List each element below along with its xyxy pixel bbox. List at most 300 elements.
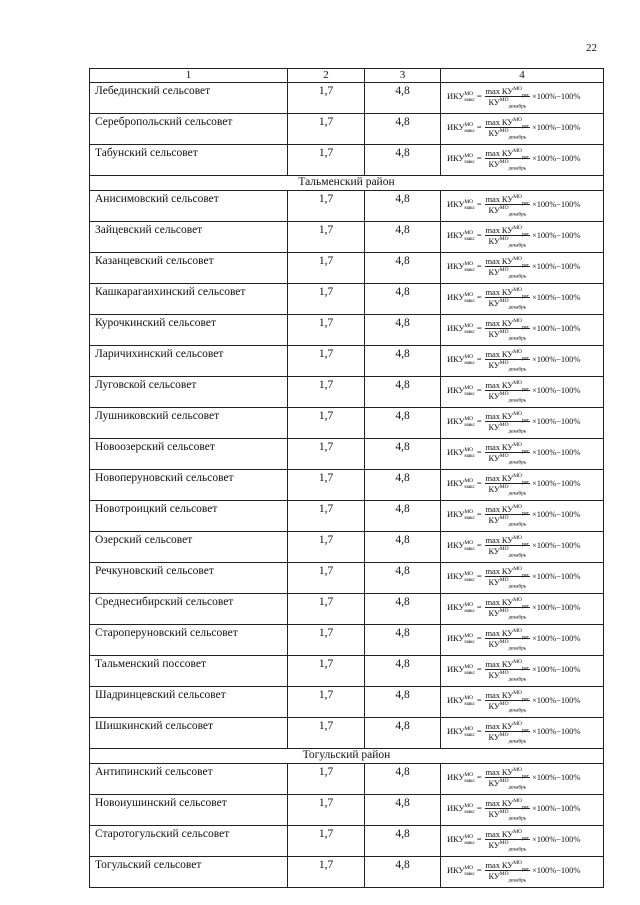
formula-numerator [485, 566, 531, 577]
formula-numerator-sup: МО [513, 318, 522, 325]
formula-lhs-sub: макс [464, 607, 475, 614]
formula-equals: = [476, 447, 482, 457]
settlement-name: Табунский сельсовет [90, 145, 288, 176]
formula-lhs [447, 663, 475, 676]
formula-lhs-sub: макс [464, 545, 475, 552]
value-col-3: 4,8 [365, 718, 441, 749]
formula-lhs [447, 152, 475, 165]
formula-tail: ×100%−100% [532, 834, 581, 844]
table-row [90, 315, 604, 346]
formula-lhs-text: ИКУ [447, 602, 465, 612]
formula-fraction [485, 628, 531, 652]
formula-equals: = [476, 323, 482, 333]
formula-numerator [485, 318, 531, 329]
formula-lhs [447, 353, 475, 366]
formula-lhs-text: ИКУ [447, 153, 465, 163]
value-col-3: 4,8 [365, 83, 441, 114]
formula-denominator-sub: декабрь [508, 846, 527, 853]
settlement-name: Шишкинский сельсовет [90, 718, 288, 749]
formula-denominator [487, 732, 527, 745]
formula-lhs-sup: МО [464, 415, 474, 422]
value-col-2: 1,7 [288, 408, 365, 439]
formula-lhs-sup: МО [464, 90, 474, 97]
formula-numerator-sub: рег [521, 355, 530, 362]
formula [447, 625, 603, 652]
formula-denominator-sub: декабрь [508, 459, 527, 466]
formula-lhs-sub: макс [464, 731, 475, 738]
formula-lhs-text: ИКУ [447, 199, 465, 209]
value-col-2: 1,7 [288, 191, 365, 222]
formula-cell [441, 687, 604, 718]
value-col-3: 4,8 [365, 501, 441, 532]
value-col-2: 1,7 [288, 253, 365, 284]
formula-denominator-sup: МО [499, 732, 509, 739]
value-col-2: 1,7 [288, 795, 365, 826]
formula-numerator [485, 829, 531, 840]
formula-lhs-sub: макс [464, 638, 475, 645]
formula-lhs-scripts [464, 292, 474, 304]
formula-lhs-sup: МО [464, 260, 474, 267]
formula-denominator-sub: декабрь [508, 428, 527, 435]
formula [447, 857, 603, 884]
formula-denominator [487, 267, 527, 280]
formula-lhs-text: ИКУ [447, 540, 465, 550]
formula-lhs-scripts [464, 478, 474, 490]
settlement-name: Лушниковский сельсовет [90, 408, 288, 439]
formula-lhs-sup: МО [464, 539, 474, 546]
formula-denominator-text: КУ [488, 778, 500, 788]
formula-lhs [447, 260, 475, 273]
formula [447, 764, 603, 791]
value-col-2: 1,7 [288, 656, 365, 687]
table-row [90, 625, 604, 656]
formula-numerator-sub: рег [521, 665, 530, 672]
formula-lhs-sub: макс [464, 777, 475, 784]
header-col-1: 1 [90, 69, 288, 83]
table-body [90, 69, 604, 888]
formula-lhs-scripts [464, 509, 474, 521]
formula-denominator-sup: МО [499, 778, 509, 785]
formula [447, 408, 603, 435]
formula-denominator [487, 639, 527, 652]
formula-denominator-text: КУ [488, 391, 500, 401]
value-col-3: 4,8 [365, 439, 441, 470]
formula-numerator-sup: МО [513, 148, 522, 155]
formula-cell [441, 253, 604, 284]
formula-lhs-scripts [464, 323, 474, 335]
formula-lhs [447, 446, 475, 459]
formula-lhs [447, 477, 475, 490]
formula-denominator-text: КУ [488, 360, 500, 370]
formula-equals: = [476, 602, 482, 612]
header-col-2: 2 [288, 69, 365, 83]
formula-cell [441, 718, 604, 749]
formula-lhs [447, 415, 475, 428]
formula-lhs-scripts [464, 664, 474, 676]
formula-numerator-text: max КУ [485, 721, 514, 731]
formula [447, 315, 603, 342]
formula-denominator-sub: декабрь [508, 273, 527, 280]
formula-denominator-text: КУ [488, 298, 500, 308]
formula-lhs-sup: МО [464, 802, 474, 809]
formula-denominator-text: КУ [488, 159, 500, 169]
formula-denominator-sup: МО [499, 159, 509, 166]
formula-denominator-sub: декабрь [508, 583, 527, 590]
value-col-3: 4,8 [365, 594, 441, 625]
formula-numerator-sup: МО [513, 690, 522, 697]
section-title: Тальменский район [90, 176, 604, 191]
formula-numerator-sup: МО [513, 798, 522, 805]
formula-lhs-sub: макс [464, 266, 475, 273]
formula-lhs-scripts [464, 354, 474, 366]
table-row [90, 439, 604, 470]
formula-denominator-sub: декабрь [508, 521, 527, 528]
formula-fraction [485, 690, 531, 714]
formula-fraction [485, 194, 531, 218]
formula-denominator [487, 453, 527, 466]
formula-cell [441, 656, 604, 687]
value-col-3: 4,8 [365, 795, 441, 826]
formula-denominator-sup: МО [499, 391, 509, 398]
formula-cell [441, 346, 604, 377]
formula-equals: = [476, 122, 482, 132]
formula-numerator-text: max КУ [485, 798, 514, 808]
formula-lhs [447, 601, 475, 614]
settlement-name: Шадринцевский сельсовет [90, 687, 288, 718]
formula-lhs-scripts [464, 447, 474, 459]
formula-lhs-scripts [464, 153, 474, 165]
formula-lhs-sub: макс [464, 96, 475, 103]
formula-lhs-text: ИКУ [447, 122, 465, 132]
formula-denominator-sub: декабрь [508, 242, 527, 249]
formula-fraction [485, 829, 531, 853]
formula-denominator-sup: МО [499, 97, 509, 104]
formula-lhs-sup: МО [464, 446, 474, 453]
value-col-2: 1,7 [288, 83, 365, 114]
value-col-3: 4,8 [365, 222, 441, 253]
formula-lhs-sub: макс [464, 328, 475, 335]
value-col-2: 1,7 [288, 377, 365, 408]
formula-numerator-sub: рег [521, 417, 530, 424]
table-row [90, 145, 604, 176]
formula-denominator-sub: декабрь [508, 490, 527, 497]
formula-equals: = [476, 509, 482, 519]
formula-lhs [447, 725, 475, 738]
formula-lhs-sup: МО [464, 864, 474, 871]
formula-denominator [487, 608, 527, 621]
table-row [90, 795, 604, 826]
value-col-2: 1,7 [288, 826, 365, 857]
formula-equals: = [476, 91, 482, 101]
formula-lhs-sup: МО [464, 384, 474, 391]
formula-denominator-sup: МО [499, 515, 509, 522]
table-row [90, 222, 604, 253]
header-row [90, 69, 604, 83]
section-row [90, 749, 604, 764]
formula-denominator-sub: декабрь [508, 815, 527, 822]
formula-numerator-text: max КУ [485, 628, 514, 638]
formula-cell [441, 532, 604, 563]
formula-fraction [485, 117, 531, 141]
formula-denominator [487, 515, 527, 528]
formula-lhs-sup: МО [464, 291, 474, 298]
formula-numerator-sub: рег [521, 696, 530, 703]
formula-lhs [447, 694, 475, 707]
formula-lhs [447, 384, 475, 397]
value-col-3: 4,8 [365, 625, 441, 656]
formula-lhs-sub: макс [464, 870, 475, 877]
formula-equals: = [476, 385, 482, 395]
formula-denominator-sup: МО [499, 236, 509, 243]
formula-numerator-sup: МО [513, 442, 522, 449]
value-col-2: 1,7 [288, 439, 365, 470]
formula-numerator-sup: МО [513, 535, 522, 542]
formula-numerator-text: max КУ [485, 349, 514, 359]
settlement-name: Луговской сельсовет [90, 377, 288, 408]
formula-cell [441, 501, 604, 532]
formula-lhs-sub: макс [464, 700, 475, 707]
formula-lhs [447, 539, 475, 552]
formula-numerator-sup: МО [513, 628, 522, 635]
formula-denominator-text: КУ [488, 577, 500, 587]
formula-lhs-sup: МО [464, 771, 474, 778]
formula-equals: = [476, 633, 482, 643]
formula-numerator [485, 535, 531, 546]
formula-denominator-sub: декабрь [508, 103, 527, 110]
formula-tail: ×100%−100% [532, 865, 581, 875]
formula-denominator-text: КУ [488, 840, 500, 850]
value-col-2: 1,7 [288, 222, 365, 253]
formula-fraction [485, 442, 531, 466]
formula-lhs-scripts [464, 122, 474, 134]
value-col-2: 1,7 [288, 532, 365, 563]
formula-denominator-sup: МО [499, 128, 509, 135]
formula [447, 532, 603, 559]
page-number: 22 [586, 42, 597, 54]
formula-lhs-text: ИКУ [447, 509, 465, 519]
formula-denominator-text: КУ [488, 329, 500, 339]
formula-equals: = [476, 153, 482, 163]
section-row [90, 176, 604, 191]
table-row [90, 532, 604, 563]
formula-lhs [447, 632, 475, 645]
formula-denominator-text: КУ [488, 236, 500, 246]
formula-denominator-sup: МО [499, 484, 509, 491]
table-row [90, 764, 604, 795]
formula-numerator-sub: рег [521, 603, 530, 610]
formula-lhs-text: ИКУ [447, 803, 465, 813]
formula-lhs-text: ИКУ [447, 726, 465, 736]
formula-denominator [487, 97, 527, 110]
formula-numerator-text: max КУ [485, 860, 514, 870]
formula-lhs-sub: макс [464, 514, 475, 521]
table-row [90, 826, 604, 857]
formula-cell [441, 191, 604, 222]
formula-denominator-sub: декабрь [508, 645, 527, 652]
formula-tail: ×100%−100% [532, 354, 581, 364]
formula-fraction [485, 566, 531, 590]
formula-numerator [485, 628, 531, 639]
formula-tail: ×100%−100% [532, 261, 581, 271]
formula-lhs [447, 864, 475, 877]
formula-tail: ×100%−100% [532, 633, 581, 643]
formula-denominator-text: КУ [488, 484, 500, 494]
formula-tail: ×100%−100% [532, 447, 581, 457]
settlement-name: Речкуновский сельсовет [90, 563, 288, 594]
table-row [90, 718, 604, 749]
formula-numerator-sub: рег [521, 866, 530, 873]
formula-fraction [485, 256, 531, 280]
formula-numerator-sup: МО [513, 194, 522, 201]
formula-denominator-sub: декабрь [508, 738, 527, 745]
formula-fraction [485, 380, 531, 404]
value-col-3: 4,8 [365, 315, 441, 346]
formula-numerator-sup: МО [513, 473, 522, 480]
formula-lhs-sup: МО [464, 353, 474, 360]
formula-equals: = [476, 478, 482, 488]
formula-cell [441, 222, 604, 253]
settlement-name: Озерский сельсовет [90, 532, 288, 563]
table-row [90, 501, 604, 532]
formula-numerator-text: max КУ [485, 535, 514, 545]
formula-fraction [485, 225, 531, 249]
value-col-3: 4,8 [365, 687, 441, 718]
formula [447, 346, 603, 373]
formula-denominator-text: КУ [488, 871, 500, 881]
formula-fraction [485, 287, 531, 311]
formula-numerator [485, 798, 531, 809]
table-row [90, 377, 604, 408]
formula-cell [441, 857, 604, 888]
formula-lhs [447, 771, 475, 784]
formula-denominator-sup: МО [499, 205, 509, 212]
formula-numerator [485, 597, 531, 608]
formula-lhs-scripts [464, 385, 474, 397]
formula-numerator [485, 767, 531, 778]
formula-numerator-sub: рег [521, 634, 530, 641]
formula-numerator-sup: МО [513, 597, 522, 604]
formula-lhs-text: ИКУ [447, 478, 465, 488]
formula-tail: ×100%−100% [532, 509, 581, 519]
value-col-2: 1,7 [288, 563, 365, 594]
formula-cell [441, 826, 604, 857]
formula [447, 594, 603, 621]
settlement-name: Новотроицкий сельсовет [90, 501, 288, 532]
formula [447, 114, 603, 141]
formula-lhs-text: ИКУ [447, 416, 465, 426]
formula [447, 826, 603, 853]
table-row [90, 470, 604, 501]
formula-numerator-text: max КУ [485, 504, 514, 514]
formula-fraction [485, 411, 531, 435]
formula-numerator-text: max КУ [485, 380, 514, 390]
formula-lhs-sup: МО [464, 833, 474, 840]
formula-lhs [447, 198, 475, 211]
formula-denominator-sub: декабрь [508, 304, 527, 311]
formula-denominator-sup: МО [499, 701, 509, 708]
settlement-name: Новоперуновский сельсовет [90, 470, 288, 501]
formula-denominator-text: КУ [488, 701, 500, 711]
formula-numerator-sub: рег [521, 773, 530, 780]
formula-numerator-sup: МО [513, 829, 522, 836]
formula-lhs-scripts [464, 261, 474, 273]
header-col-3: 3 [365, 69, 441, 83]
formula-lhs-sup: МО [464, 322, 474, 329]
value-col-2: 1,7 [288, 315, 365, 346]
formula-cell [441, 315, 604, 346]
formula-numerator-sup: МО [513, 349, 522, 356]
formula [447, 501, 603, 528]
formula-denominator-sub: декабрь [508, 165, 527, 172]
settlement-name: Новоиушинский сельсовет [90, 795, 288, 826]
value-col-3: 4,8 [365, 563, 441, 594]
formula-cell [441, 377, 604, 408]
formula-lhs-sub: макс [464, 297, 475, 304]
formula-equals: = [476, 416, 482, 426]
formula-numerator-text: max КУ [485, 225, 514, 235]
formula-equals: = [476, 571, 482, 581]
formula-lhs-sub: макс [464, 452, 475, 459]
formula-numerator [485, 504, 531, 515]
formula [447, 687, 603, 714]
settlement-name: Курочкинский сельсовет [90, 315, 288, 346]
formula-equals: = [476, 292, 482, 302]
formula-denominator [487, 840, 527, 853]
formula-lhs [447, 121, 475, 134]
formula-tail: ×100%−100% [532, 153, 581, 163]
value-col-3: 4,8 [365, 857, 441, 888]
formula-tail: ×100%−100% [532, 695, 581, 705]
formula-numerator [485, 148, 531, 159]
formula-numerator-sup: МО [513, 860, 522, 867]
formula-numerator-text: max КУ [485, 411, 514, 421]
formula-fraction [485, 349, 531, 373]
formula-denominator [487, 360, 527, 373]
formula-numerator [485, 225, 531, 236]
formula-lhs-scripts [464, 834, 474, 846]
formula-fraction [485, 721, 531, 745]
formula-tail: ×100%−100% [532, 478, 581, 488]
formula-fraction [485, 148, 531, 172]
formula-denominator [487, 128, 527, 141]
formula-numerator-sup: МО [513, 225, 522, 232]
formula [447, 191, 603, 218]
formula-numerator-text: max КУ [485, 256, 514, 266]
formula-lhs-text: ИКУ [447, 230, 465, 240]
formula-numerator [485, 659, 531, 670]
formula-lhs-sub: макс [464, 158, 475, 165]
formula-cell [441, 114, 604, 145]
formula-numerator [485, 442, 531, 453]
formula-equals: = [476, 695, 482, 705]
formula-tail: ×100%−100% [532, 122, 581, 132]
formula-lhs-scripts [464, 726, 474, 738]
formula-numerator-sub: рег [521, 727, 530, 734]
formula-denominator [487, 546, 527, 559]
formula [447, 656, 603, 683]
value-col-2: 1,7 [288, 625, 365, 656]
formula-numerator [485, 721, 531, 732]
formula-denominator-sup: МО [499, 546, 509, 553]
formula-lhs-sub: макс [464, 839, 475, 846]
formula-denominator [487, 422, 527, 435]
formula-numerator-sub: рег [521, 324, 530, 331]
settlement-name: Зайцевский сельсовет [90, 222, 288, 253]
formula-denominator-sup: МО [499, 639, 509, 646]
formula-lhs-text: ИКУ [447, 385, 465, 395]
formula-denominator-sup: МО [499, 298, 509, 305]
formula-denominator-sup: МО [499, 871, 509, 878]
